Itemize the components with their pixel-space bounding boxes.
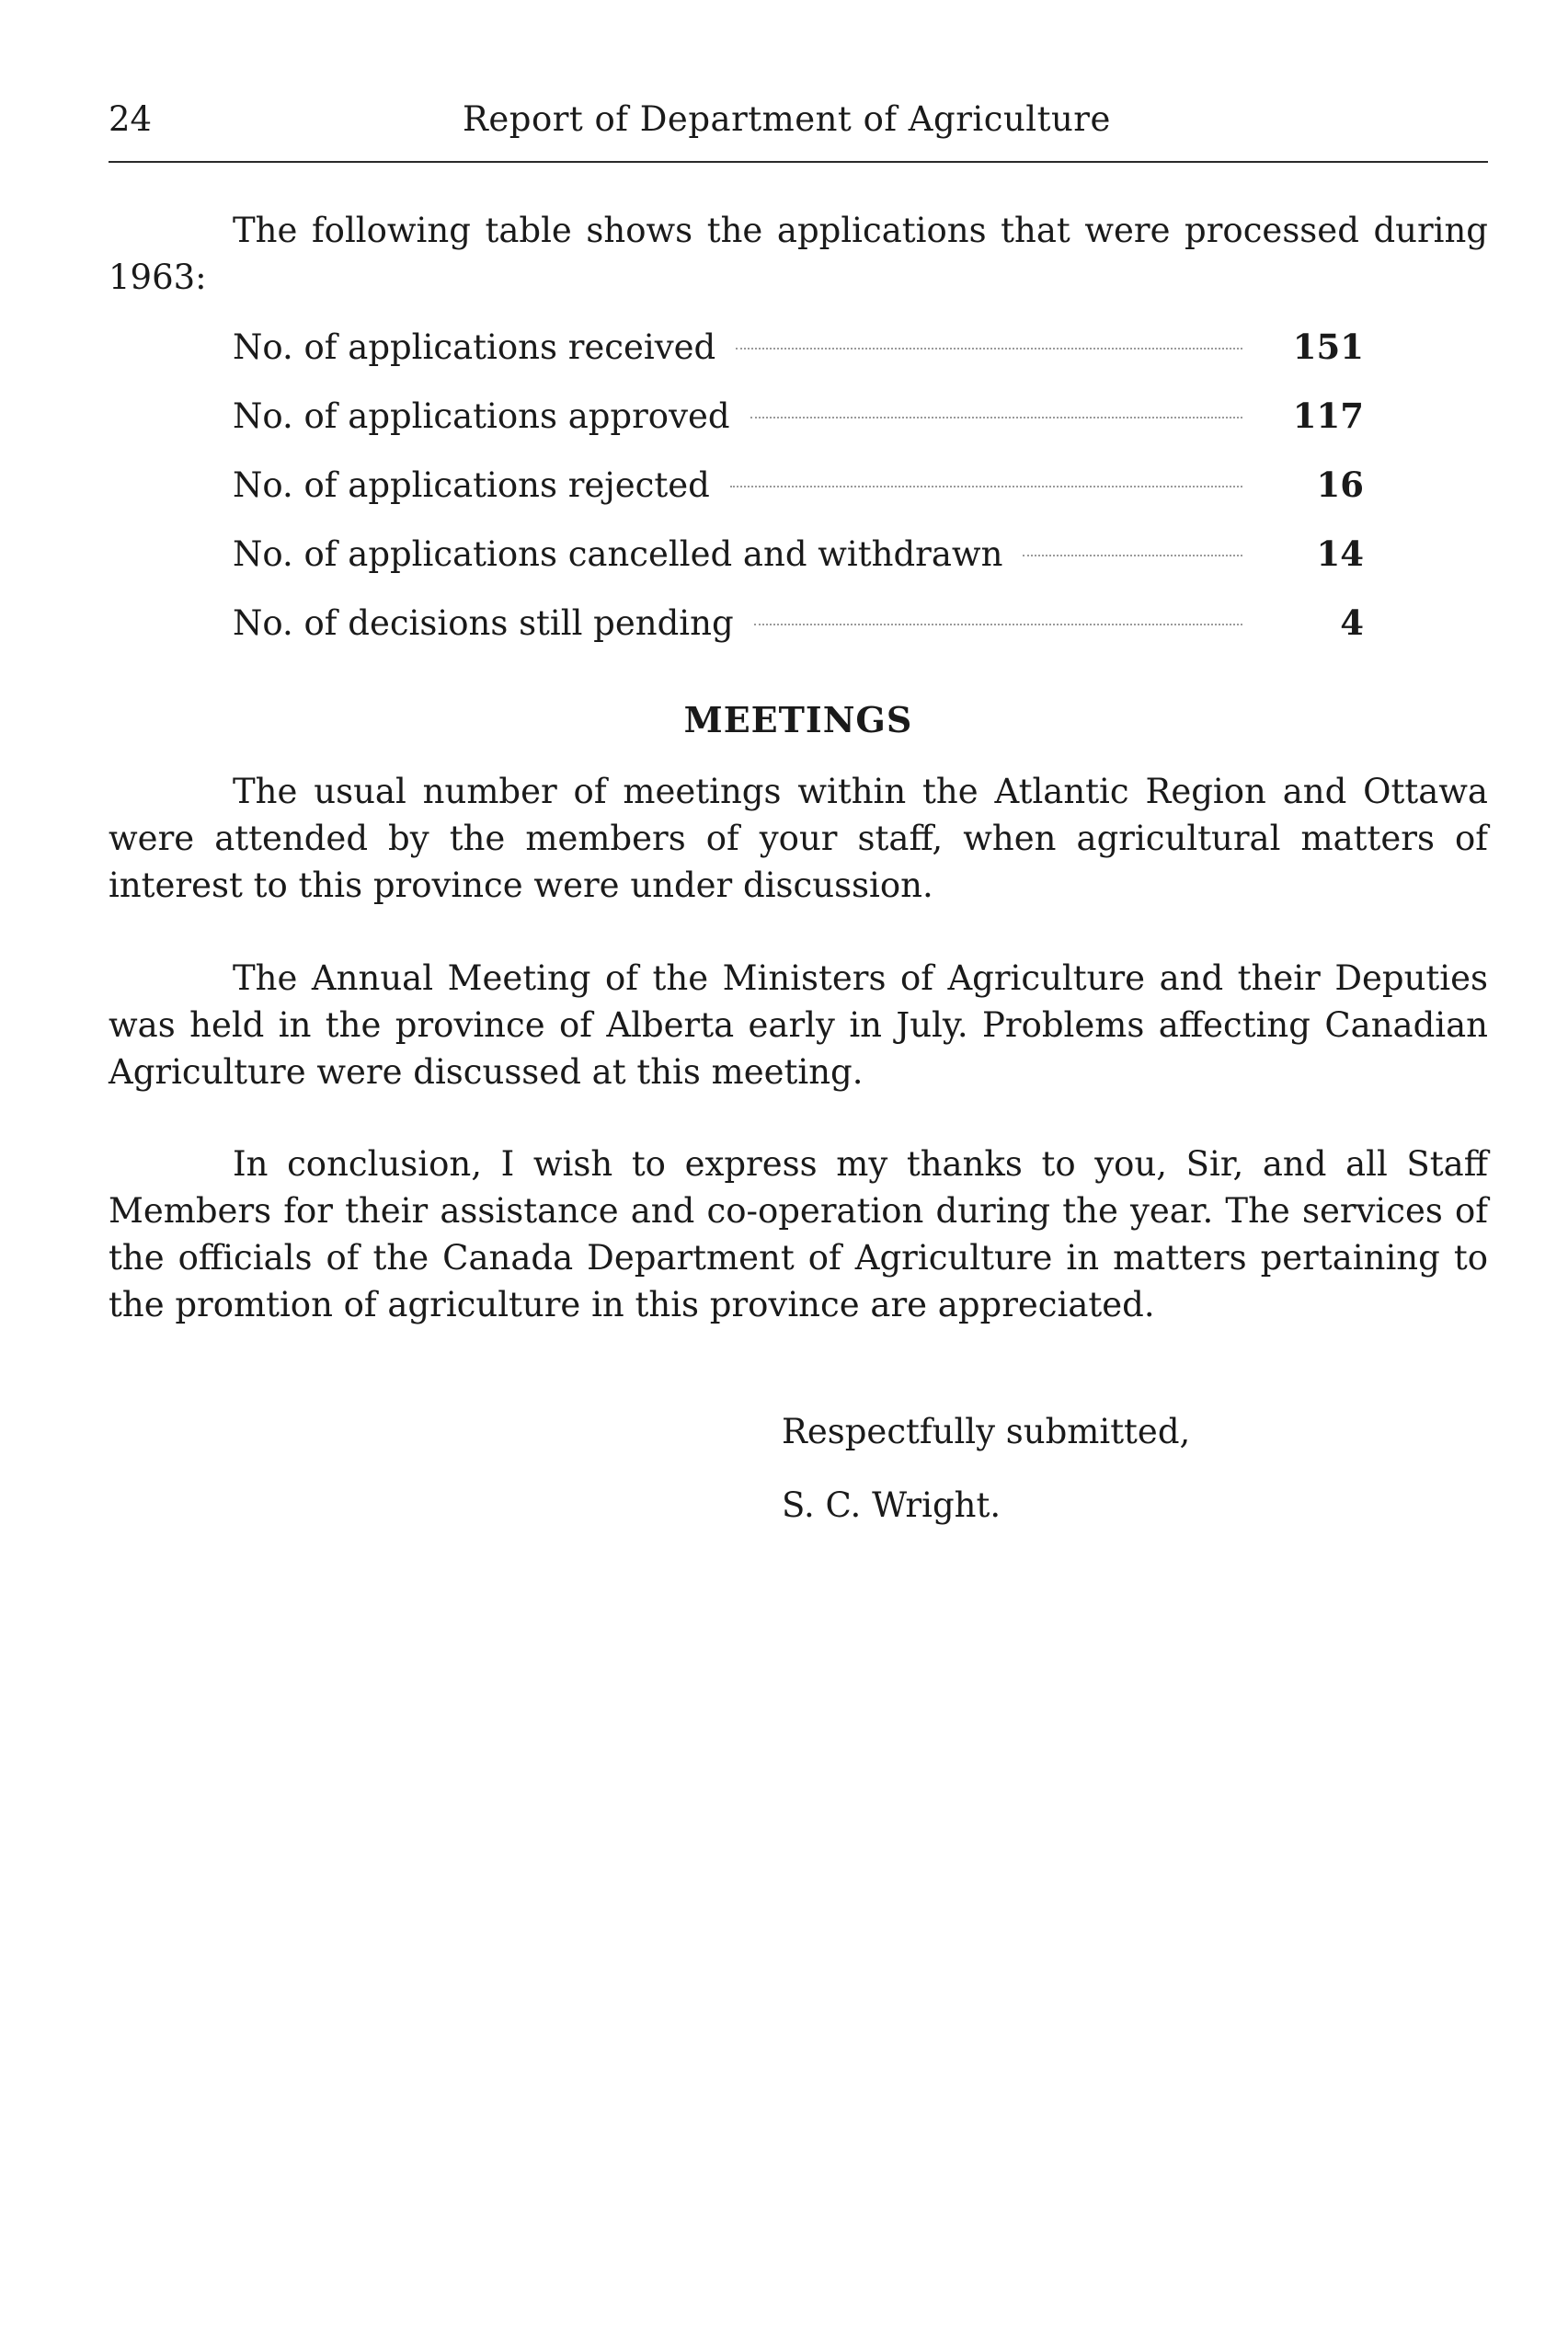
closing-salutation: Respectfully submitted,: [782, 1412, 1191, 1451]
row-value: 16: [1316, 464, 1364, 505]
row-value: 117: [1292, 395, 1364, 436]
row-value: 4: [1340, 602, 1364, 643]
table-row: [233, 464, 1364, 533]
row-label: No. of applications approved: [233, 396, 730, 436]
row-label: No. of decisions still pending: [233, 603, 734, 643]
table-row: [233, 395, 1364, 464]
dot-leader: [736, 348, 1242, 350]
body-paragraph: [109, 768, 1488, 909]
dot-leader: [730, 486, 1242, 487]
dot-leader: [1023, 555, 1242, 556]
dot-leader: [750, 417, 1242, 418]
row-label: No. of applications received: [233, 327, 716, 367]
applications-table: [233, 327, 1364, 671]
body-paragraph: [109, 955, 1488, 1095]
row-label: No. of applications cancelled and withdrawn: [233, 534, 1003, 574]
row-value: 151: [1292, 327, 1364, 367]
table-row: [233, 533, 1364, 602]
page-number: 24: [109, 99, 153, 139]
section-heading: MEETINGS: [683, 699, 913, 740]
table-row: [233, 327, 1364, 395]
row-label: No. of applications rejected: [233, 465, 710, 505]
table-row: [233, 602, 1364, 671]
page-header: [109, 99, 1488, 155]
intro-text: The following table shows the applications that were processed during 1963:: [109, 211, 1488, 297]
signature: S. C. Wright.: [782, 1485, 1001, 1525]
header-rule: [109, 161, 1488, 163]
paragraph-text: The Annual Meeting of the Ministers of Agriculture and their Deputies was held in the province of Alberta early in July. Problems affecting Canadian Agriculture were discussed at this meeting.: [109, 958, 1488, 1092]
dot-leader: [754, 624, 1242, 625]
paragraph-text: The usual number of meetings within the Atlantic Region and Ottawa were attended by the members of your staff, when agricultural matters of interest to this province were under discussion.: [109, 772, 1488, 905]
row-value: 14: [1316, 533, 1364, 574]
running-title: Report of Department of Agriculture: [463, 99, 1111, 139]
body-paragraph: [109, 1141, 1488, 1328]
paragraph-text: In conclusion, I wish to express my thanks to you, Sir, and all Staff Members for their assistance and co-operation during the year. The services of the officials of the Canada Department of Agriculture in matters pertaining to the promtion of agriculture in this province are appreciated.: [109, 1144, 1488, 1324]
intro-paragraph: [109, 207, 1488, 301]
